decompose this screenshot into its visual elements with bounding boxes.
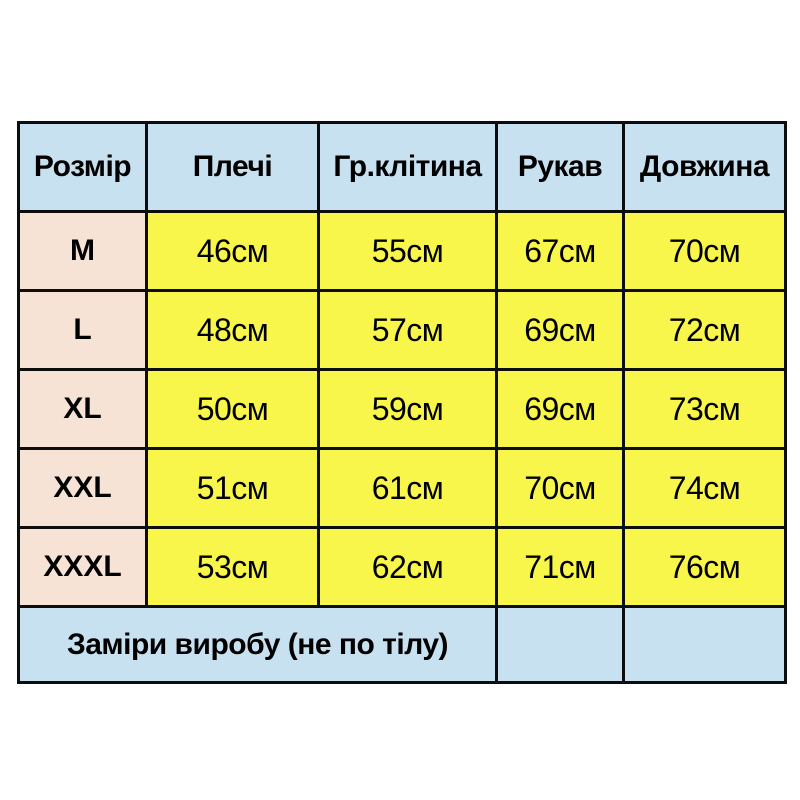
size-label: L [19,291,147,370]
table-row-xxl [19,449,786,528]
table-row-xl [19,370,786,449]
table-cell: 76см [624,528,786,607]
table-cell: 69см [497,291,624,370]
table-row-xxxl [19,528,786,607]
size-label: XXL [19,449,147,528]
table-cell: 51см [147,449,319,528]
table-cell: 70см [624,212,786,291]
table-cell: 70см [497,449,624,528]
table-cell: 61см [319,449,497,528]
table-cell: 53см [147,528,319,607]
table-cell: 55см [319,212,497,291]
table-footer-row [19,607,786,683]
column-header-shoulders: Плечі [147,123,319,212]
table-row-m [19,212,786,291]
table-cell: 67см [497,212,624,291]
size-label: XXXL [19,528,147,607]
table-cell: 74см [624,449,786,528]
column-header-length: Довжина [624,123,786,212]
table-cell: 59см [319,370,497,449]
footer-empty-cell [497,607,624,683]
table-cell: 71см [497,528,624,607]
table-cell: 48см [147,291,319,370]
column-header-sleeve: Рукав [497,123,624,212]
size-label: XL [19,370,147,449]
table-header-row [19,123,786,212]
table-cell: 72см [624,291,786,370]
size-chart-table [17,121,787,684]
table-cell: 69см [497,370,624,449]
table-row-l [19,291,786,370]
column-header-size: Розмір [19,123,147,212]
footer-empty-cell [624,607,786,683]
column-header-chest: Гр.клітина [319,123,497,212]
table-cell: 50см [147,370,319,449]
table-cell: 57см [319,291,497,370]
footer-note: Заміри виробу (не по тілу) [19,607,497,683]
table-cell: 73см [624,370,786,449]
size-label: M [19,212,147,291]
table-cell: 46см [147,212,319,291]
table-cell: 62см [319,528,497,607]
